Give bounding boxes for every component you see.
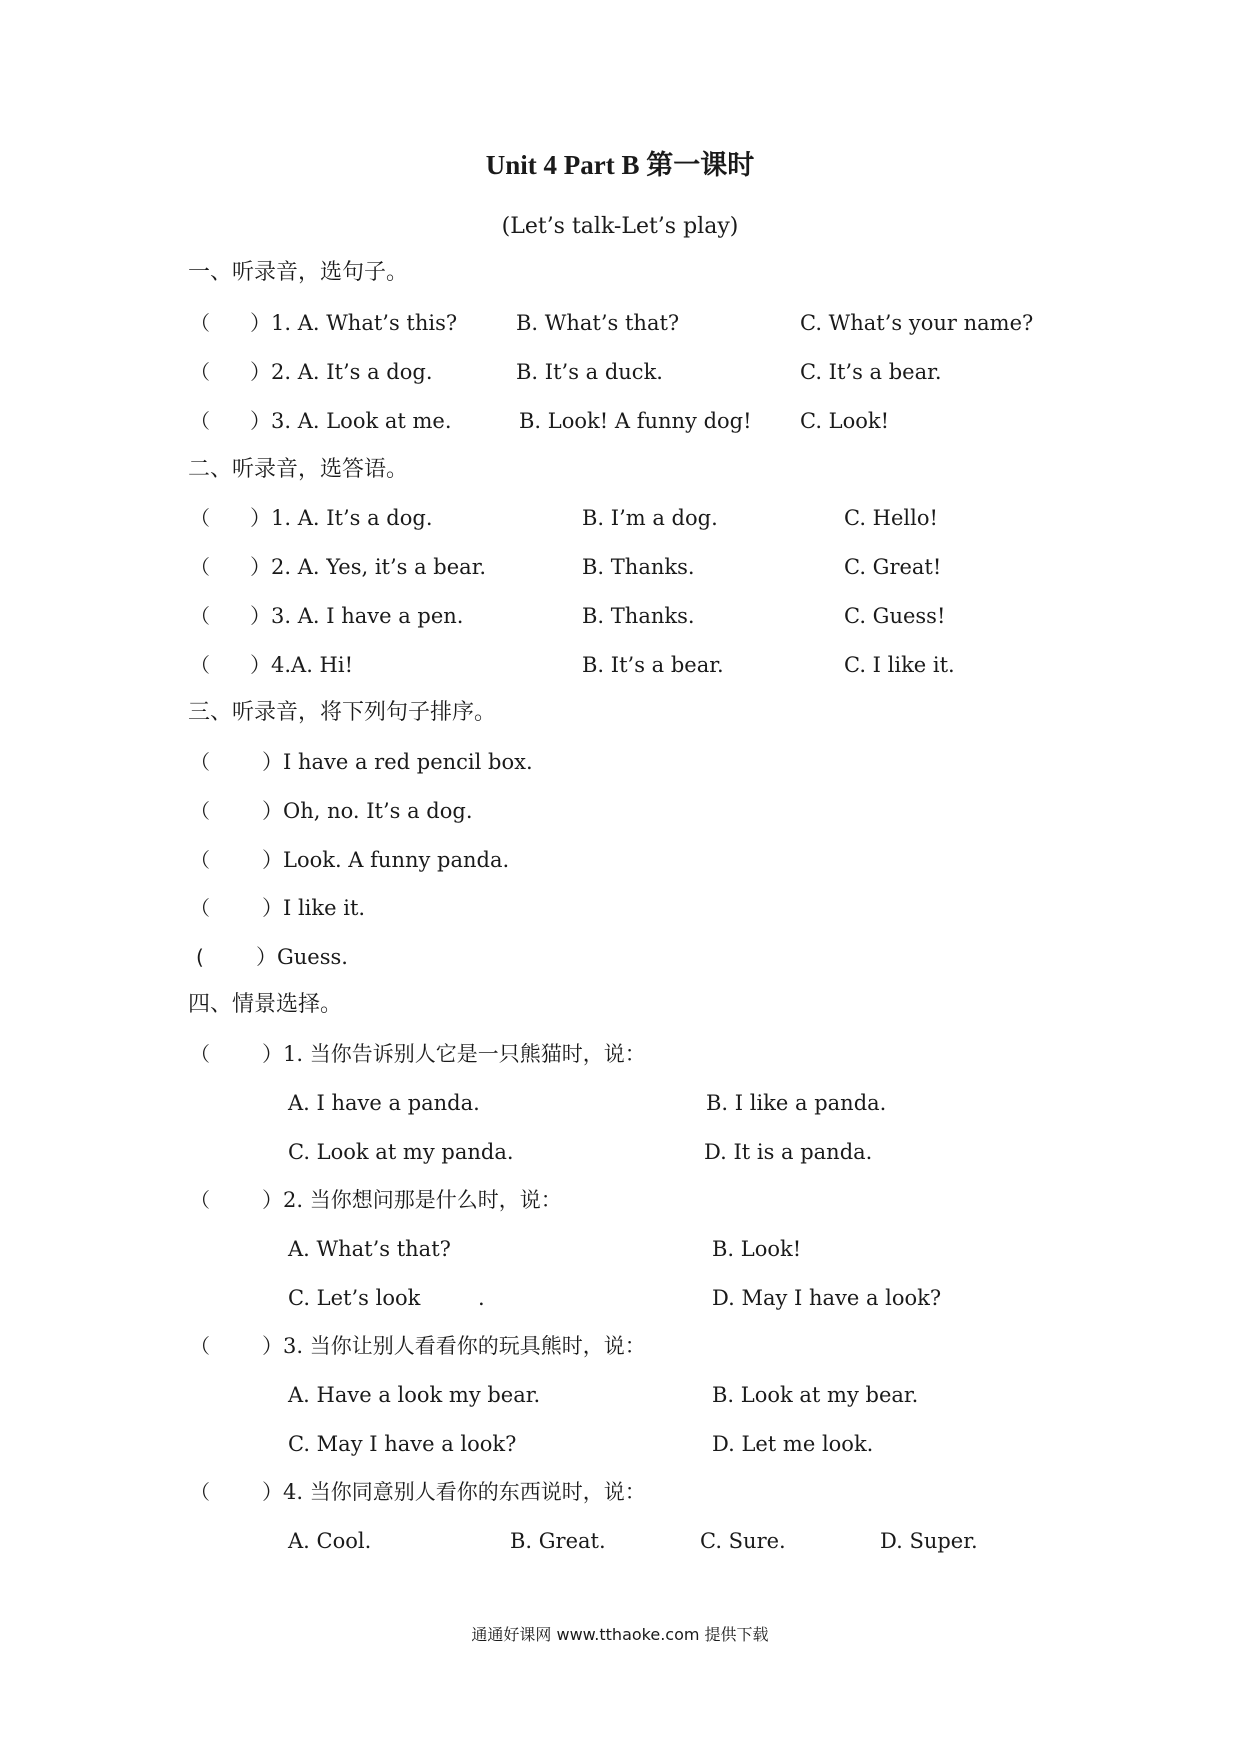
ordering-item: ）Guess. — [256, 945, 348, 969]
option-d: D. Super. — [880, 1529, 978, 1553]
answer-paren: （ — [190, 1188, 210, 1212]
question-text: ）1. A. What’s this? — [250, 311, 458, 335]
question-text: ）1. A. It’s a dog. — [250, 506, 433, 530]
answer-paren: （ — [190, 653, 210, 677]
ordering-item: ）I like it. — [262, 896, 366, 920]
answer-paren: （ — [190, 750, 210, 774]
answer-paren: ( — [196, 945, 204, 969]
option-c: C. What’s your name? — [800, 311, 1034, 335]
option-c: C. Look at my panda. — [288, 1140, 514, 1164]
option-c: C. Let’s look — [288, 1286, 421, 1310]
answer-paren: （ — [190, 360, 210, 384]
answer-paren: （ — [190, 1334, 210, 1358]
option-b: B. It’s a bear. — [582, 653, 724, 677]
option-b: B. I’m a dog. — [582, 506, 718, 530]
scenario-prompt: ）3. 当你让别人看看你的玩具熊时，说： — [262, 1334, 646, 1358]
answer-paren: （ — [190, 1480, 210, 1504]
ordering-item: ）I have a red pencil box. — [262, 750, 533, 774]
answer-paren: （ — [190, 848, 210, 872]
option-a: A. Cool. — [288, 1529, 372, 1553]
option-c: C. Look! — [800, 409, 890, 433]
question-text: ）3. A. I have a pen. — [250, 604, 464, 628]
answer-paren: （ — [190, 896, 210, 920]
ordering-item: ）Look. A funny panda. — [262, 848, 510, 872]
option-a: A. What’s that? — [288, 1237, 451, 1261]
option-b: B. Thanks. — [582, 555, 695, 579]
section-4-heading: 四、情景选择。 — [188, 992, 343, 1017]
option-d: D. Let me look. — [712, 1432, 874, 1456]
option-b: B. Great. — [510, 1529, 606, 1553]
option-a: A. Have a look my bear. — [288, 1383, 541, 1407]
option-b: B. Thanks. — [582, 604, 695, 628]
scenario-prompt: ）4. 当你同意别人看你的东西说时，说： — [262, 1480, 646, 1504]
option-c: C. Guess! — [844, 604, 946, 628]
option-c: C. Great! — [844, 555, 942, 579]
question-text: ）4.A. Hi! — [250, 653, 354, 677]
option-b: B. What’s that? — [516, 311, 680, 335]
scenario-prompt: ）2. 当你想问那是什么时，说： — [262, 1188, 562, 1212]
ordering-item: ）Oh, no. It’s a dog. — [262, 799, 473, 823]
option-c: C. May I have a look? — [288, 1432, 517, 1456]
answer-paren: （ — [190, 409, 210, 433]
section-3-heading: 三、听录音，将下列句子排序。 — [188, 700, 497, 725]
option-c: C. Hello! — [844, 506, 938, 530]
page-subtitle: (Let’s talk-Let’s play) — [501, 214, 739, 239]
section-1-heading: 一、听录音，选句子。 — [188, 260, 409, 285]
option-c: C. Sure. — [700, 1529, 786, 1553]
option-a: A. I have a panda. — [288, 1091, 480, 1115]
option-d: D. It is a panda. — [704, 1140, 873, 1164]
page-footer: 通通好课网 www.tthaoke.com 提供下载 — [471, 1625, 769, 1644]
option-c: C. I like it. — [844, 653, 955, 677]
option-c-dot: . — [478, 1286, 485, 1310]
option-b: B. I like a panda. — [706, 1091, 887, 1115]
option-c: C. It’s a bear. — [800, 360, 942, 384]
option-b: B. Look at my bear. — [712, 1383, 919, 1407]
option-d: D. May I have a look? — [712, 1286, 942, 1310]
answer-paren: （ — [190, 311, 210, 335]
option-b: B. Look! A funny dog! — [519, 409, 752, 433]
question-text: ）3. A. Look at me. — [250, 409, 452, 433]
answer-paren: （ — [190, 1042, 210, 1066]
section-2-heading: 二、听录音，选答语。 — [188, 457, 409, 482]
answer-paren: （ — [190, 555, 210, 579]
answer-paren: （ — [190, 799, 210, 823]
option-b: B. Look! — [712, 1237, 802, 1261]
scenario-prompt: ）1. 当你告诉别人它是一只熊猫时，说： — [262, 1042, 646, 1066]
answer-paren: （ — [190, 604, 210, 628]
option-b: B. It’s a duck. — [516, 360, 663, 384]
page-title: Unit 4 Part B 第一课时 — [485, 150, 755, 180]
answer-paren: （ — [190, 506, 210, 530]
question-text: ）2. A. Yes, it’s a bear. — [250, 555, 487, 579]
question-text: ）2. A. It’s a dog. — [250, 360, 433, 384]
